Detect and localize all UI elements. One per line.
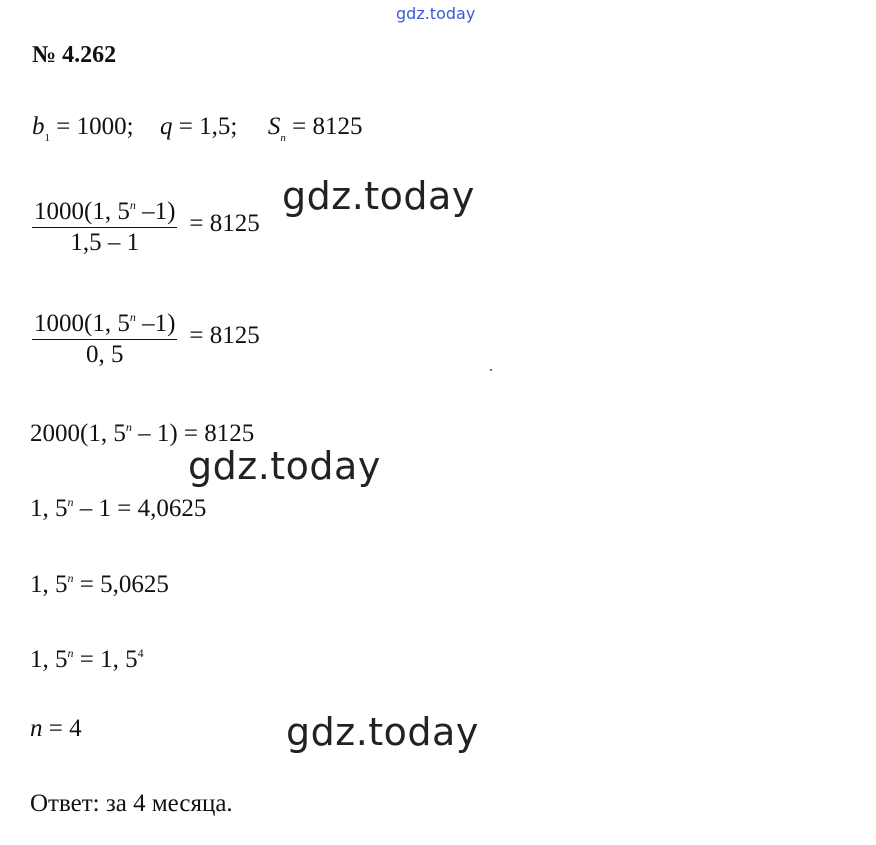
watermark-1: gdz.today bbox=[282, 174, 475, 218]
given-line bbox=[32, 112, 362, 153]
step5-equation: 1, $5^n = 5,0625$ bbox=[30, 571, 169, 598]
s-subscript: n bbox=[280, 132, 286, 144]
b-value: = 1000; bbox=[50, 113, 134, 140]
watermark-3: gdz.today bbox=[286, 710, 479, 754]
step2-numerator: 1000(1, 5$^n$ –1) bbox=[34, 310, 176, 337]
step3-equation: 2000(1, 5$^n$ – 1) = 8125 bbox=[30, 420, 255, 447]
step4-equation: 1, 5$^n$ – 1 = 4,0625 bbox=[30, 495, 207, 522]
s-variable: S bbox=[267, 113, 281, 140]
step1-denominator: 1,5 – 1 bbox=[70, 229, 140, 256]
problem-title: № 4.262 bbox=[32, 42, 117, 68]
stray-dot bbox=[490, 369, 492, 371]
q-value: = 1,5; bbox=[172, 113, 238, 140]
step1-fraction bbox=[32, 190, 177, 258]
answer-line: Ответ: за 4 месяца. bbox=[30, 790, 233, 817]
step2-denominator: 0, 5 bbox=[85, 341, 124, 368]
step2-fraction bbox=[32, 302, 177, 370]
s-value: = 8125 bbox=[285, 113, 363, 140]
step1-rhs: = 8125 bbox=[189, 210, 260, 237]
step7-equation: n = 4 bbox=[30, 715, 82, 742]
step2-rhs: = 8125 bbox=[189, 322, 260, 349]
q-variable: q bbox=[160, 113, 173, 140]
step2-equation bbox=[32, 302, 260, 370]
watermark-top: gdz.today bbox=[396, 4, 476, 23]
watermark-2: gdz.today bbox=[188, 444, 381, 488]
step1-numerator: 1000(1, 5$^n$ –1) bbox=[34, 198, 176, 225]
b-subscript: 1 bbox=[44, 132, 50, 144]
step6-equation: 1, $5^n = 1$, $5^4$ bbox=[30, 646, 144, 673]
b-variable: b bbox=[32, 113, 45, 140]
step1-equation bbox=[32, 190, 260, 258]
